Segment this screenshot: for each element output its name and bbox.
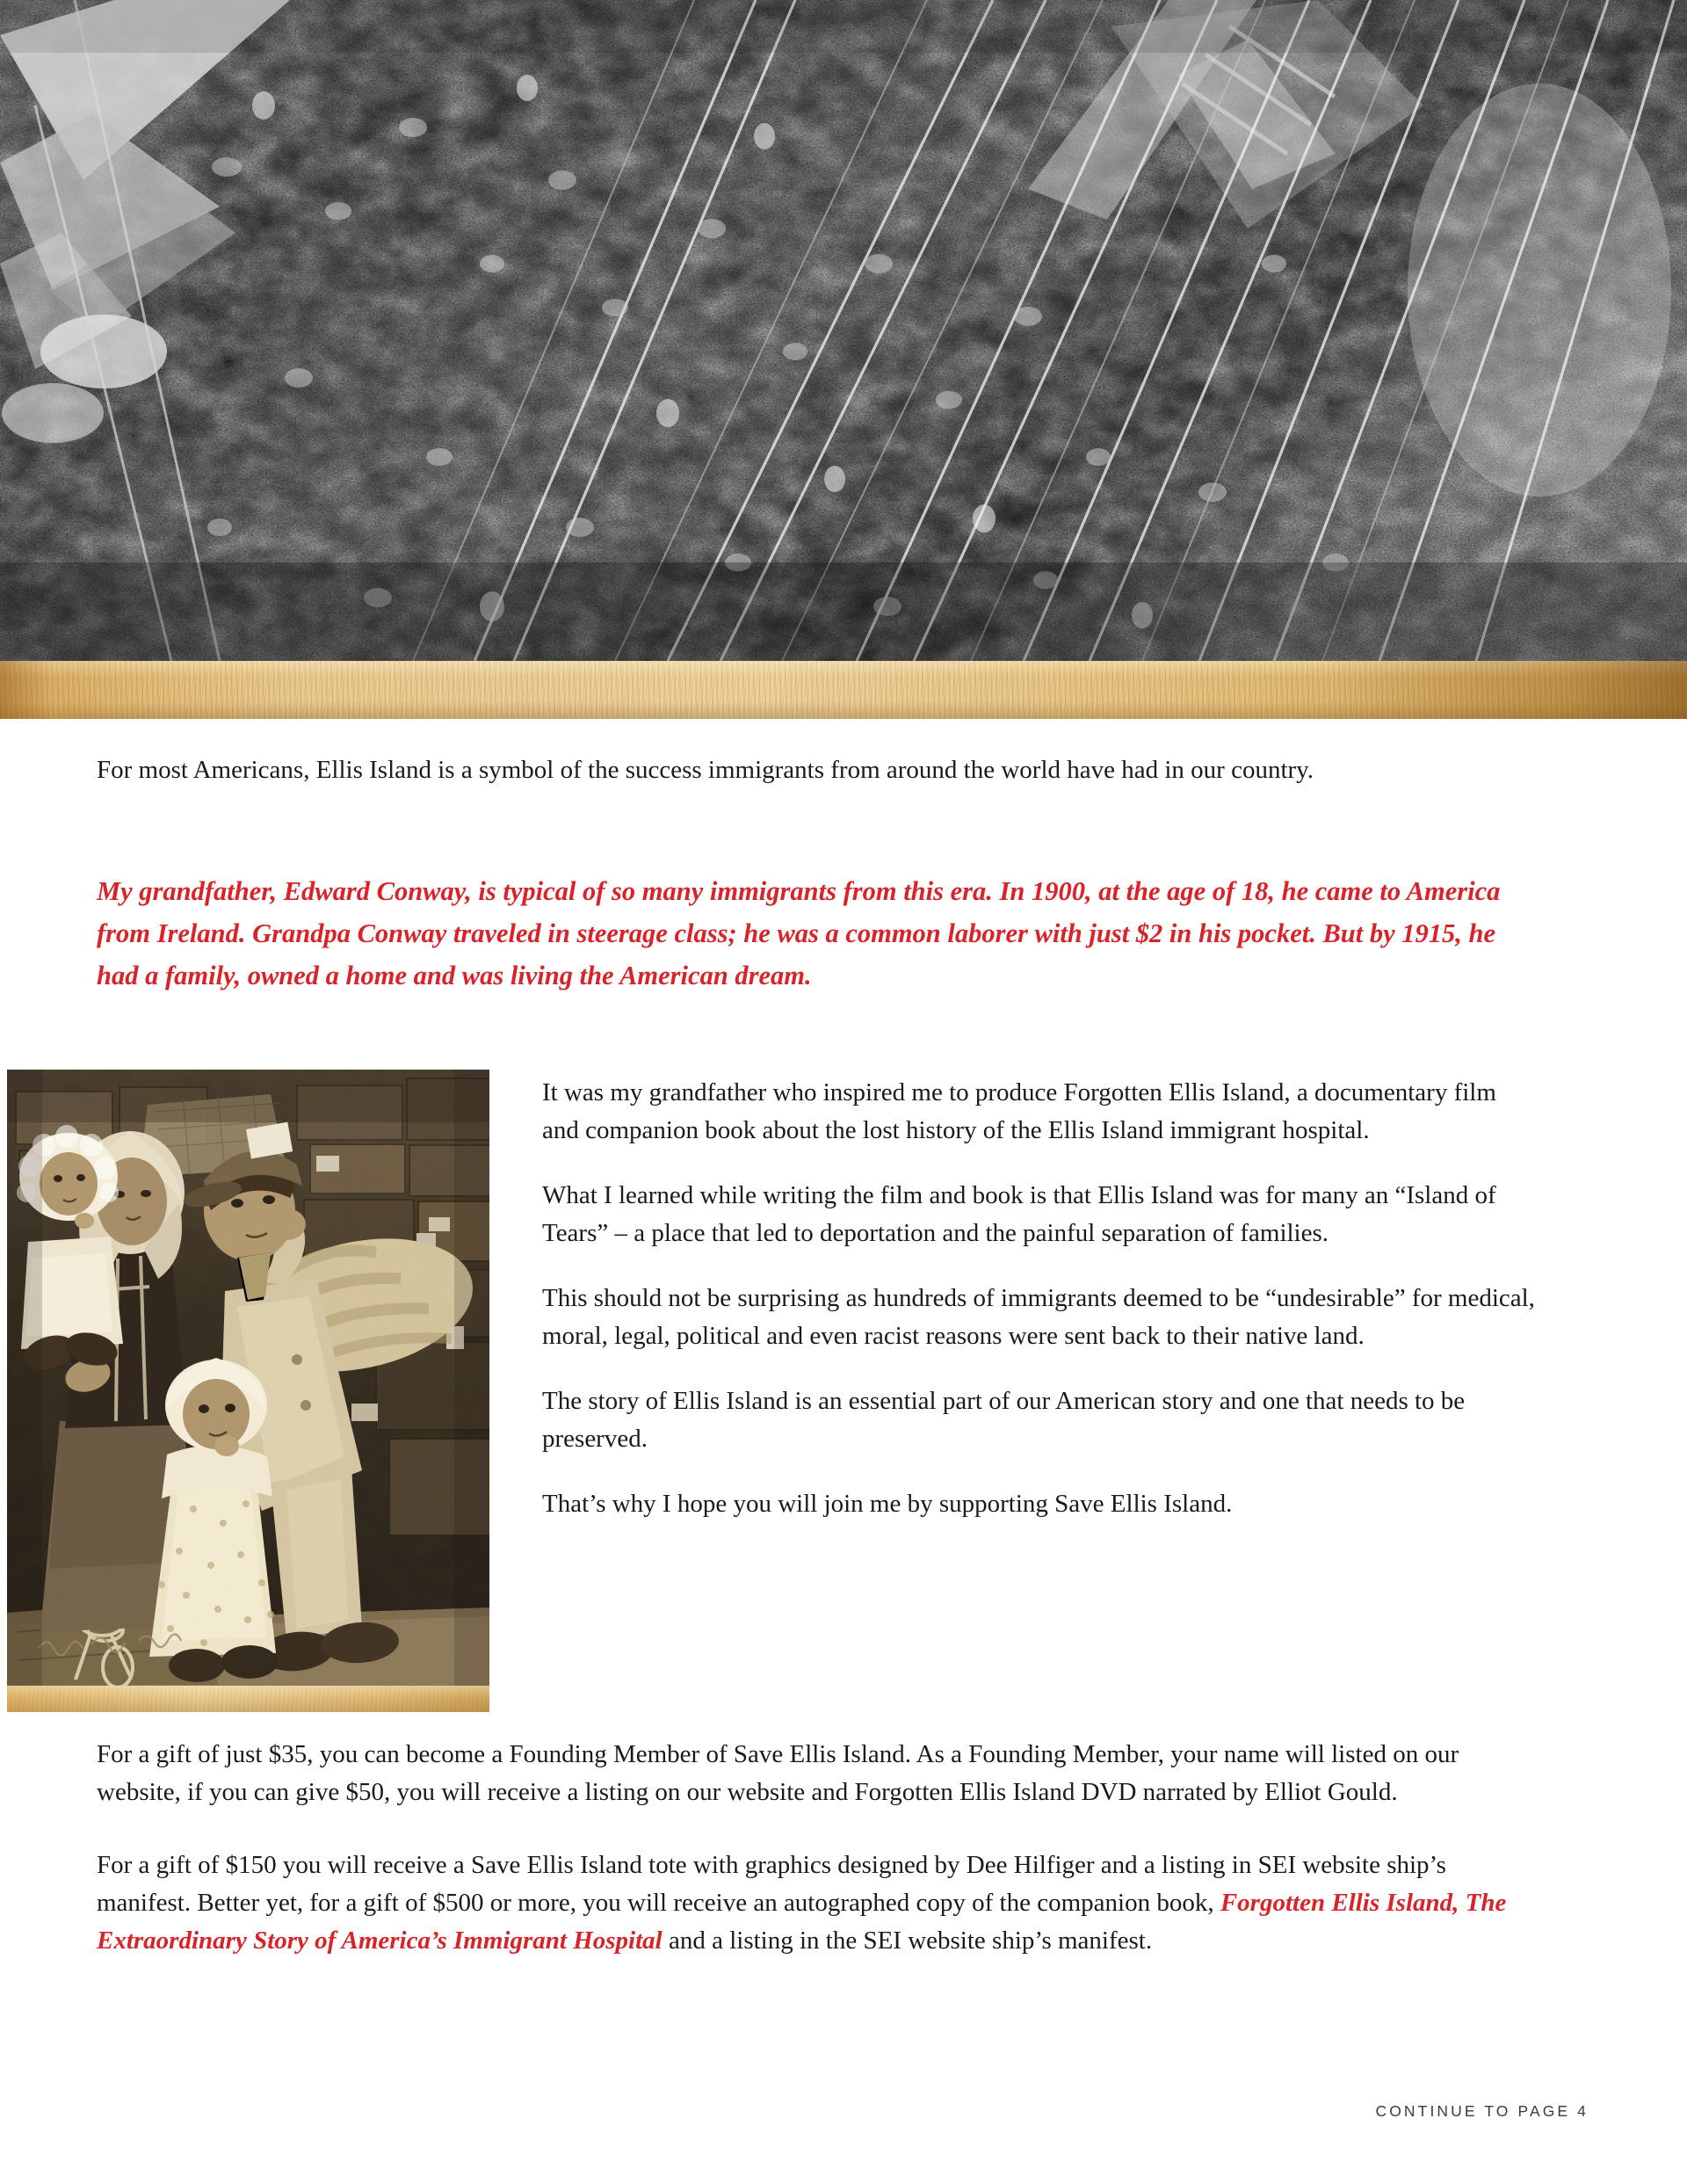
body-paragraph: The story of Ellis Island is an essential part of our American story and one that needs to be preserved.: [542, 1387, 1466, 1453]
immigrants-on-ship-deck-photo: [0, 0, 1687, 661]
immigrant-family-ellis-island-photo: [7, 1070, 489, 1686]
donation-tier-paragraph-2: [97, 1847, 1520, 1960]
pull-quote-grandfather-story: My grandfather, Edward Conway, is typical of so many immigrants from this era. In 1900, at the age of 18, he came to America from Ireland. Grandpa Conway traveled in steerage class; he was a common laborer with just $2 in his pocket. But by 1915, he had a family, owned a home and was living the American dream.: [97, 876, 1501, 990]
continue-to-page-label: CONTINUE TO PAGE 4: [1375, 2102, 1589, 2120]
right-column-body: [542, 1074, 1535, 1550]
parchment-divider-band: [0, 661, 1687, 719]
body-paragraph: This should not be surprising as hundreds of immigrants deemed to be “undesirable” for medical, moral, legal, political and even racist reasons were sent back to their native land.: [542, 1284, 1535, 1350]
body-paragraph: That’s why I hope you will join me by supporting Save Ellis Island.: [542, 1490, 1233, 1518]
donation-text-before-title: For a gift of $150 you will receive a Save Ellis Island tote with graphics designed by Dee Hilfiger and a listing in SEI website ship’s manifest. Better yet, for a gift of $500 or more, you will receive an autographed copy of the companion book,: [97, 1851, 1446, 1917]
donation-tier-paragraph-1: For a gift of just $35, you can become a Founding Member of Save Ellis Island. As a Founding Member, your name will listed on our website, if you can give $50, you will receive a listing on our website and Forgotten Ellis Island DVD narrated by Elliot Gould.: [97, 1740, 1459, 1806]
book-title-highlight: Forgotten Ellis Island, The Extraordinary Story of America’s Immigrant Hospital: [97, 1889, 1507, 1955]
body-paragraph: What I learned while writing the film and book is that Ellis Island was for many an “Island of Tears” – a place that led to deportation and the painful separation of families.: [542, 1181, 1496, 1247]
bottom-column-body: [97, 1736, 1520, 1995]
intro-paragraph: For most Americans, Ellis Island is a symbol of the success immigrants from around the world have had in our country.: [97, 756, 1314, 784]
family-photo-parchment-edge: [7, 1686, 489, 1712]
donation-text-after-title: and a listing in the SEI website ship’s manifest.: [662, 1926, 1153, 1955]
body-paragraph: It was my grandfather who inspired me to produce Forgotten Ellis Island, a documentary film and companion book about the lost history of the Ellis Island immigrant hospital.: [542, 1078, 1496, 1144]
